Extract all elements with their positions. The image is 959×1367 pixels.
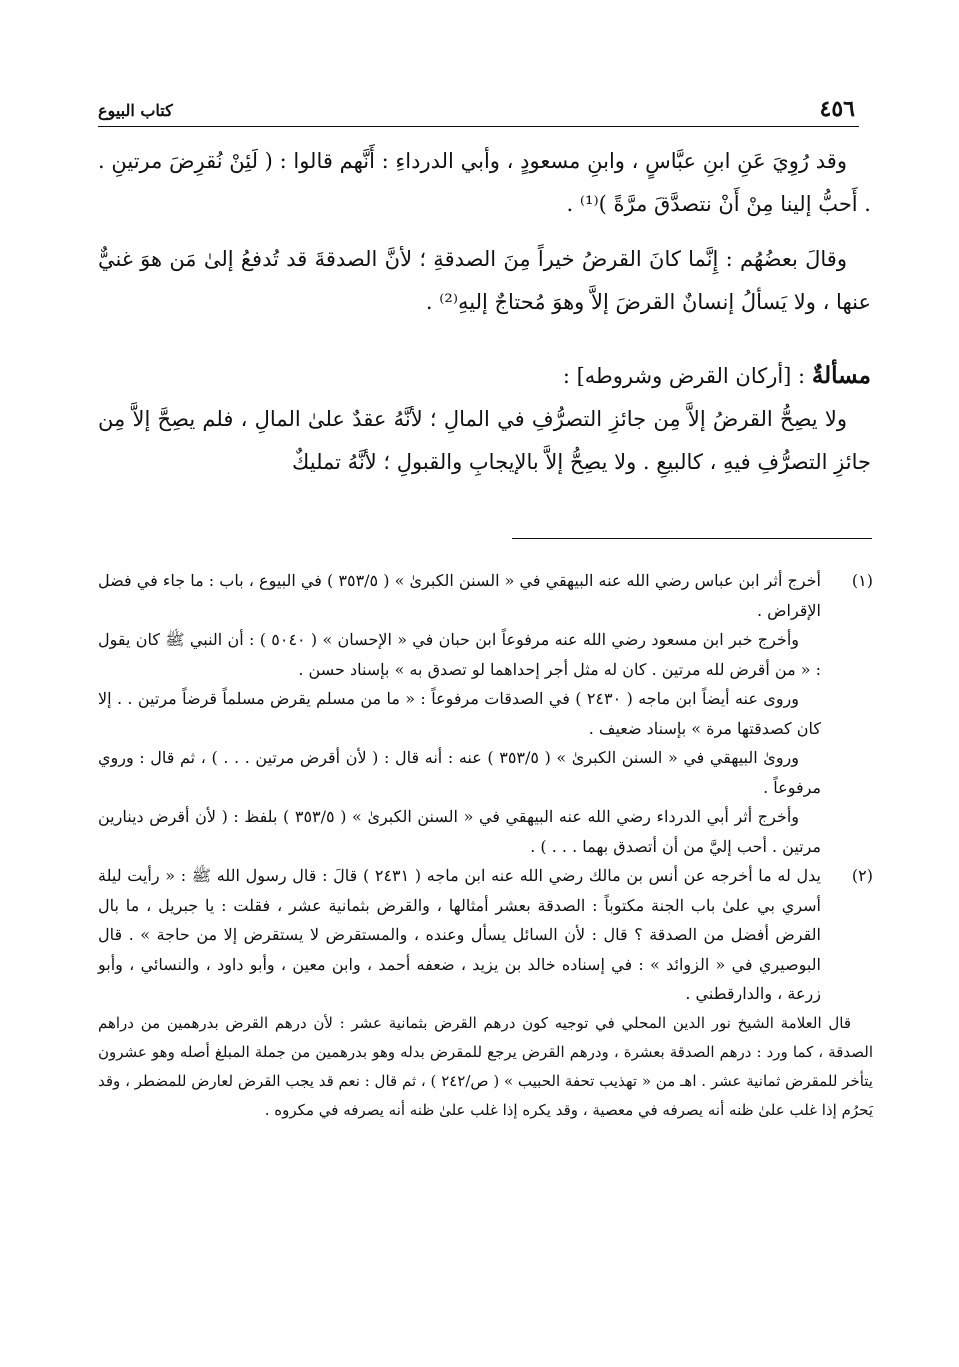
footnote-number: (١) [851,571,873,590]
footnote-paragraph: ورویٰ البيهقي في « السنن الكبرىٰ » ( ٣٥٣/٥ ) عنه : أنه قال : ( لأن أقرض مرتين . . . ) ، ثم قال : وروي مرفوعاً . [98,748,821,797]
page-number: ٤٥٦ [819,96,855,122]
footnote-divider [512,538,872,539]
main-text [98,140,871,484]
commentary-paragraph: قال العلامة الشيخ نور الدين المحلي في توجيه كون درهم القرض بثمانية عشر : لأن درهم القرض بدرهمين من دراهم الصدقة ، كما ورد : درهم الصدقة بعشرة ، ودرهم القرض يرجع للمقرض بدله وهو بدرهمين من جملة المبلغ أصله وهو عشرون يتأخر للمقرض ثمانية عشر . اهـ من « تهذيب تحفة الحبيب » ( ص/٢٤٢ ) ، ثم قال : نعم قد يجب القرض لعارض للمضطر ، وقد يَحرُم إذا غلب علىٰ ظنه أنه يصرفه في معصية ، وقد يكره إذا غلب علىٰ ظنه أنه يصرفه في مكروه . [98,1013,873,1119]
footnote-paragraph: وروى عنه أيضاً ابن ماجه ( ٢٤٣٠ ) في الصدقات مرفوعاً : « ما من مسلم يقرض مسلماً قرضاً مرتين . . إلا كان كصدقتها مرة » بإسناد ضعيف . [98,689,821,738]
running-header [98,92,859,127]
footnotes [98,566,873,1125]
chapter-title: كتاب البيوع [98,101,173,120]
footnote-paragraph: أخرج أثر ابن عباس رضي الله عنه البيهقي في « السنن الكبرىٰ » ( ٣٥٣/٥ ) في البيوع ، باب : ما جاء في فضل الإقراض . [98,571,821,620]
masala-heading [98,354,871,398]
masala-word: مسألةٌ [811,362,871,389]
footnote-1 [98,566,873,861]
masala-title: : [أركان القرض وشروطه] : [562,364,812,388]
footnote-paragraph: وأخرج أثر أبي الدرداء رضي الله عنه البيهقي في « السنن الكبرىٰ » ( ٣٥٣/٥ ) بلفظ : ( لأن أقرض دينارين مرتين . أحب إليَّ من أن أتصدق بهما . . . ) . [98,807,821,856]
footnote-number: (٢) [851,866,873,885]
paragraph-some-said: وقالَ بعضُهُم : إِنَّما كانَ القرضُ خيراً مِنَ الصدقةِ ؛ لأنَّ الصدقةَ قد تُدفعُ إلىٰ مَن هوَ غنيٌّ عنها ، ولا يَسألُ إنسانٌ القرضَ إلاَّ وهوَ مُحتاجٌ إليهِ⁽²⁾ . [98,247,871,314]
footnote-2 [98,861,873,1009]
footnote-paragraph: وأخرج خبر ابن مسعود رضي الله عنه مرفوعاً ابن حبان في « الإحسان » ( ٥٠٤٠ ) : أن النبي ﷺ كان يقول : « من أقرض لله مرتين . كان له مثل أجر إحداهما لو تصدق به » بإسناد حسن . [98,630,821,679]
footnote-paragraph: يدل له ما أخرجه عن أنس بن مالك رضي الله عنه ابن ماجه ( ٢٤٣١ ) قالَ : قال رسول الله ﷺ : « رأيت ليلة أسري بي علىٰ باب الجنة مكتوباً : الصدقة بعشر أمثالها ، والقرض بثمانية عشر ، فقلت : يا جبريل ، ما بال القرض أفضل من الصدقة ؟ قال : لأن السائل يسأل وعنده ، والمستقرض لا يستقرض إلا من حاجة » . قال البوصيري في « الزوائد » : في إسناده خالد بن يزيد ، ضعفه أحمد ، وابن معين ، وأبو داود ، والنسائي ، وأبو زرعة ، والدارقطني . [98,866,822,1003]
footnote-2-commentary [98,1009,873,1125]
masala-paragraph: ولا يصِحُّ القرضُ إلاَّ مِن جائزِ التصرُّفِ في المالِ ؛ لأنَّهُ عقدٌ علىٰ المالِ ، فلم يصِحَّ إلاَّ مِن جائزِ التصرُّفِ فيهِ ، كالبيعِ . ولا يصِحُّ إلاَّ بالإيجابِ والقبولِ ؛ لأنَّهُ تمليكٌ [98,407,871,474]
paragraph-ibn-abbas: وقد رُوِيَ عَنِ ابنِ عبَّاسٍ ، وابنِ مسعودٍ ، وأبي الدرداءِ : أَنَّهم قالوا : ( لَئِنْ نُقرِضَ مرتينِ . . أَحبُّ إلينا مِنْ أَنْ نتصدَّقَ مرَّةً )⁽¹⁾ . [98,149,871,216]
